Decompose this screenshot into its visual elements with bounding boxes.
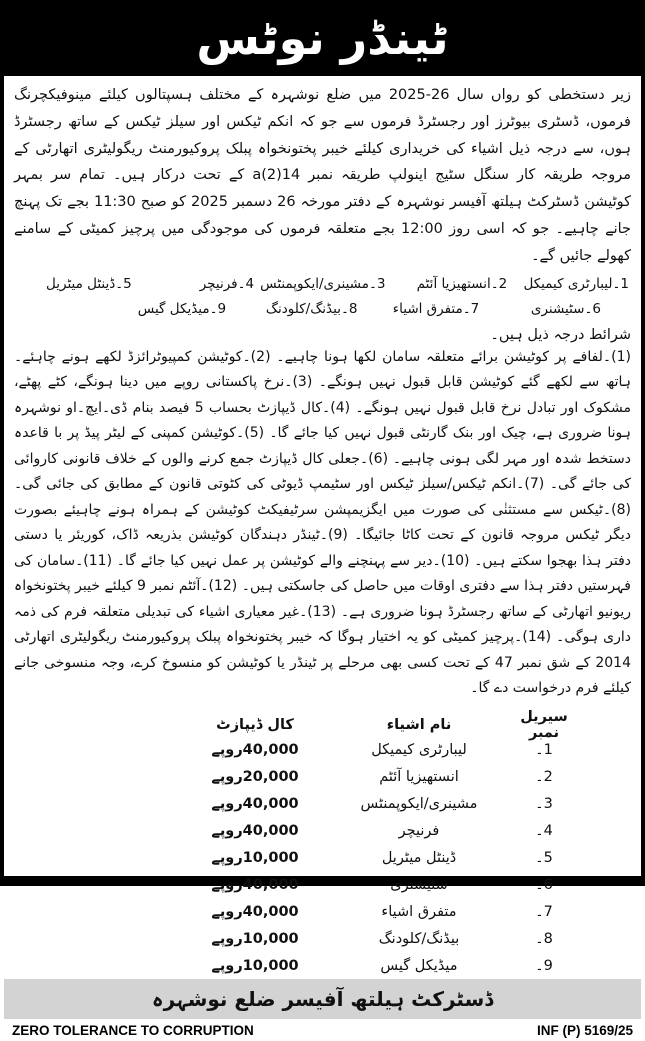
- list-item: 5۔ڈینٹل میٹریل: [46, 275, 132, 292]
- cell-serial: 1۔: [535, 741, 553, 758]
- cell-serial: 8۔: [535, 930, 553, 947]
- items-list: [16, 274, 629, 321]
- terms-heading: شرائط درجہ ذیل ہیں۔: [490, 326, 631, 343]
- list-item: 6۔سٹیشنری: [530, 301, 601, 318]
- cell-item: ڈینٹل میٹریل: [381, 849, 457, 866]
- notice-body: [4, 76, 641, 979]
- cell-serial: 7۔: [535, 903, 553, 920]
- table-row: [185, 790, 575, 817]
- list-item: 9۔میڈیکل گیس: [137, 301, 227, 318]
- cell-item: میڈیکل گیس: [380, 957, 458, 974]
- page-title: ٹینڈر نوٹس: [196, 11, 449, 65]
- list-item: 2۔انستھیزیا آئٹم: [416, 275, 508, 292]
- footer-ref: INF (P) 5169/25: [536, 1022, 633, 1038]
- list-item: 8۔بیڈنگ/کلودنگ: [265, 301, 358, 318]
- cell-item: سٹیشنری: [390, 876, 448, 893]
- cell-item: متفرق اشیاء: [381, 903, 457, 920]
- cell-item: مشینری/ایکوپمنٹس: [360, 795, 478, 812]
- tender-banner: [4, 0, 641, 76]
- cell-item: لیبارٹری کیمیکل: [371, 741, 467, 758]
- table-row: [185, 817, 575, 844]
- table-row: [185, 871, 575, 898]
- cell-deposit: 40,000روپے: [211, 795, 299, 812]
- list-spacer: [16, 299, 132, 321]
- list-item: 7۔متفرق اشیاء: [392, 301, 480, 318]
- cell-serial: 9۔: [535, 957, 553, 974]
- cell-item: فرنیچر: [398, 822, 440, 839]
- list-item: 3۔مشینری/ایکوپمنٹس: [260, 275, 386, 292]
- cell-deposit: 40,000روپے: [211, 822, 299, 839]
- intro-paragraph: زیر دستخطی کو رواں سال 26-2025 میں ضلع نوشہرہ کے مختلف ہسپتالوں کیلئے مینوفیکچرنگ فرموں، ڈسٹری بیوٹرز اور رجسٹرڈ فرموں سے جو کہ انکم ٹیکس اور سیلز ٹیکس کے ساتھ رجسٹرڈ ہوں، سے درجہ ذیل اشیاء کی خریداری کیلئے خیبر پختونخواہ پبلک پروکیورمنٹ ریگولیٹری اتھارٹی کے مروجہ طریقہ کار سنگل سٹیج اینولپ طریقہ نمبر 14(2)a کے تحت درکار ہیں۔ تمام سر بمہر کوٹیشن ڈسٹرکٹ ہیلتھ آفیسر نوشہرہ کے دفتر مورخہ 26 دسمبر 2025 کو صبح 11:30 بجے تک پہنچ جانے چاہیے۔ جو کہ اسی روز 12:00 بجے متعلقہ فرموں کی موجودگی میں پرچیز کمیٹی کے سامنے کھولے جائیں گے۔: [14, 87, 631, 264]
- signature-band: [4, 979, 641, 1019]
- cell-deposit: 40,000روپے: [211, 876, 299, 893]
- deposit-table: [185, 709, 575, 979]
- table-row: [185, 844, 575, 871]
- cell-serial: 2۔: [535, 768, 553, 785]
- cell-item: انستھیزیا آئٹم: [379, 768, 459, 785]
- cell-serial: 3۔: [535, 795, 553, 812]
- cell-deposit: 10,000روپے: [211, 930, 299, 947]
- cell-deposit: 40,000روپے: [211, 903, 299, 920]
- table-header-serial: سیریل نمبر: [520, 709, 568, 742]
- table-row: [185, 952, 575, 979]
- table-header-item: نام اشیاء: [386, 717, 452, 734]
- footer-slogan: ZERO TOLERANCE TO CORRUPTION: [12, 1022, 254, 1038]
- table-header-row: [185, 709, 575, 742]
- cell-deposit: 10,000روپے: [211, 849, 299, 866]
- cell-serial: 6۔: [535, 876, 553, 893]
- table-row: [185, 763, 575, 790]
- terms-paragraph: (1)۔لفافے پر کوٹیشن برائے متعلقہ سامان لکھا ہونا چاہیے۔ (2)۔کوٹیشن کمپیوٹرائزڈ لکھے ہونے چاہئے۔ ہاتھ سے لکھے گئے کوٹیشن قابل قبول نہیں ہونگے۔ (3)۔نرخ پاکستانی روپے میں دینا ہونگے، کٹے پھٹے، مشکوک اور تبادل نرخ قابل قبول نہیں ہونگے۔ (4)۔کال ڈیپازٹ بحساب 5 فیصد بنام ڈی۔ایچ۔او نوشہرہ ہونا ضروری ہے، چیک اور بنک گارنٹی قبول نہیں کیا جائے گا۔ (5)۔کوٹیشن کمپنی کے لیٹر پیڈ پر با قاعدہ دستخط شدہ اور مہر لگی ہونی چاہیے۔ (6)۔جعلی کال ڈیپازٹ جمع کرنے والوں کے خلاف قانونی کاروائی کی جائے گی۔ (7)۔انکم ٹیکس/سیلز ٹیکس اور سٹیمپ ڈیوٹی کی کٹوتی قانون کے مطابق کی جائی گی۔ (8)۔ٹیکس سے مستثنٰی کی صورت میں ایگزیمپشن سرٹیفیکٹ کوٹیشن کے ہمراہ ہونے چاہیئے بصورت دیگر ٹیکس مروجہ قانون کے تحت کاٹا جائیگا۔ (9)۔ٹینڈر دہندگان کوٹیشن بذریعہ ڈاک، کوریئر یا دستی دفتر ہذا بھجوا سکتے ہیں۔ (10)۔دیر سے پہنچنے والے کوٹیشن پر عمل نہیں کیا جائے گا۔ (11)۔سامان کی فہرستیں دفتر ہذا سے دفتری اوقات میں حاصل کی جاسکتی ہیں۔ (12)۔آئٹم نمبر 9 کیلئے خیبر پختونخواہ ریونیو اتھارٹی کے ساتھ رجسٹرڈ ہونا ضروری ہے۔ (13)۔غیر معیاری اشیاء کی تبدیلی متعلقہ فرم کی ذمہ داری ہوگی۔ (14)۔پرچیز کمیٹی کو یہ اختیار ہوگا کہ خیبر پختونخواہ پبلک پروکیورمنٹ ریگولیٹری اتھارٹی 2014 کے شق نمبر 47 کے تحت کسی بھی مرحلے پر ٹینڈر یا کوٹیشن کو منسوخ کرے، وجہ منسوخی جانے کیلئے فرم درخواست دے گا۔: [14, 348, 632, 696]
- cell-deposit: 20,000روپے: [211, 768, 299, 785]
- cell-deposit: 40,000روپے: [211, 741, 299, 758]
- footer-bar: [4, 1019, 641, 1041]
- table-row: [185, 898, 575, 925]
- list-item: 4۔فرنیچر: [199, 275, 255, 292]
- cell-deposit: 10,000روپے: [211, 957, 299, 974]
- table-row: [185, 925, 575, 952]
- cell-serial: 5۔: [535, 849, 553, 866]
- cell-serial: 4۔: [535, 822, 553, 839]
- signature-text: ڈسٹرکٹ ہیلتھ آفیسر ضلع نوشہرہ: [151, 987, 494, 1012]
- cell-item: بیڈنگ/کلودنگ: [378, 930, 460, 947]
- table-header-deposit: کال ڈیپازٹ: [216, 717, 294, 734]
- list-item: 1۔لیبارٹری کیمیکل: [523, 275, 629, 292]
